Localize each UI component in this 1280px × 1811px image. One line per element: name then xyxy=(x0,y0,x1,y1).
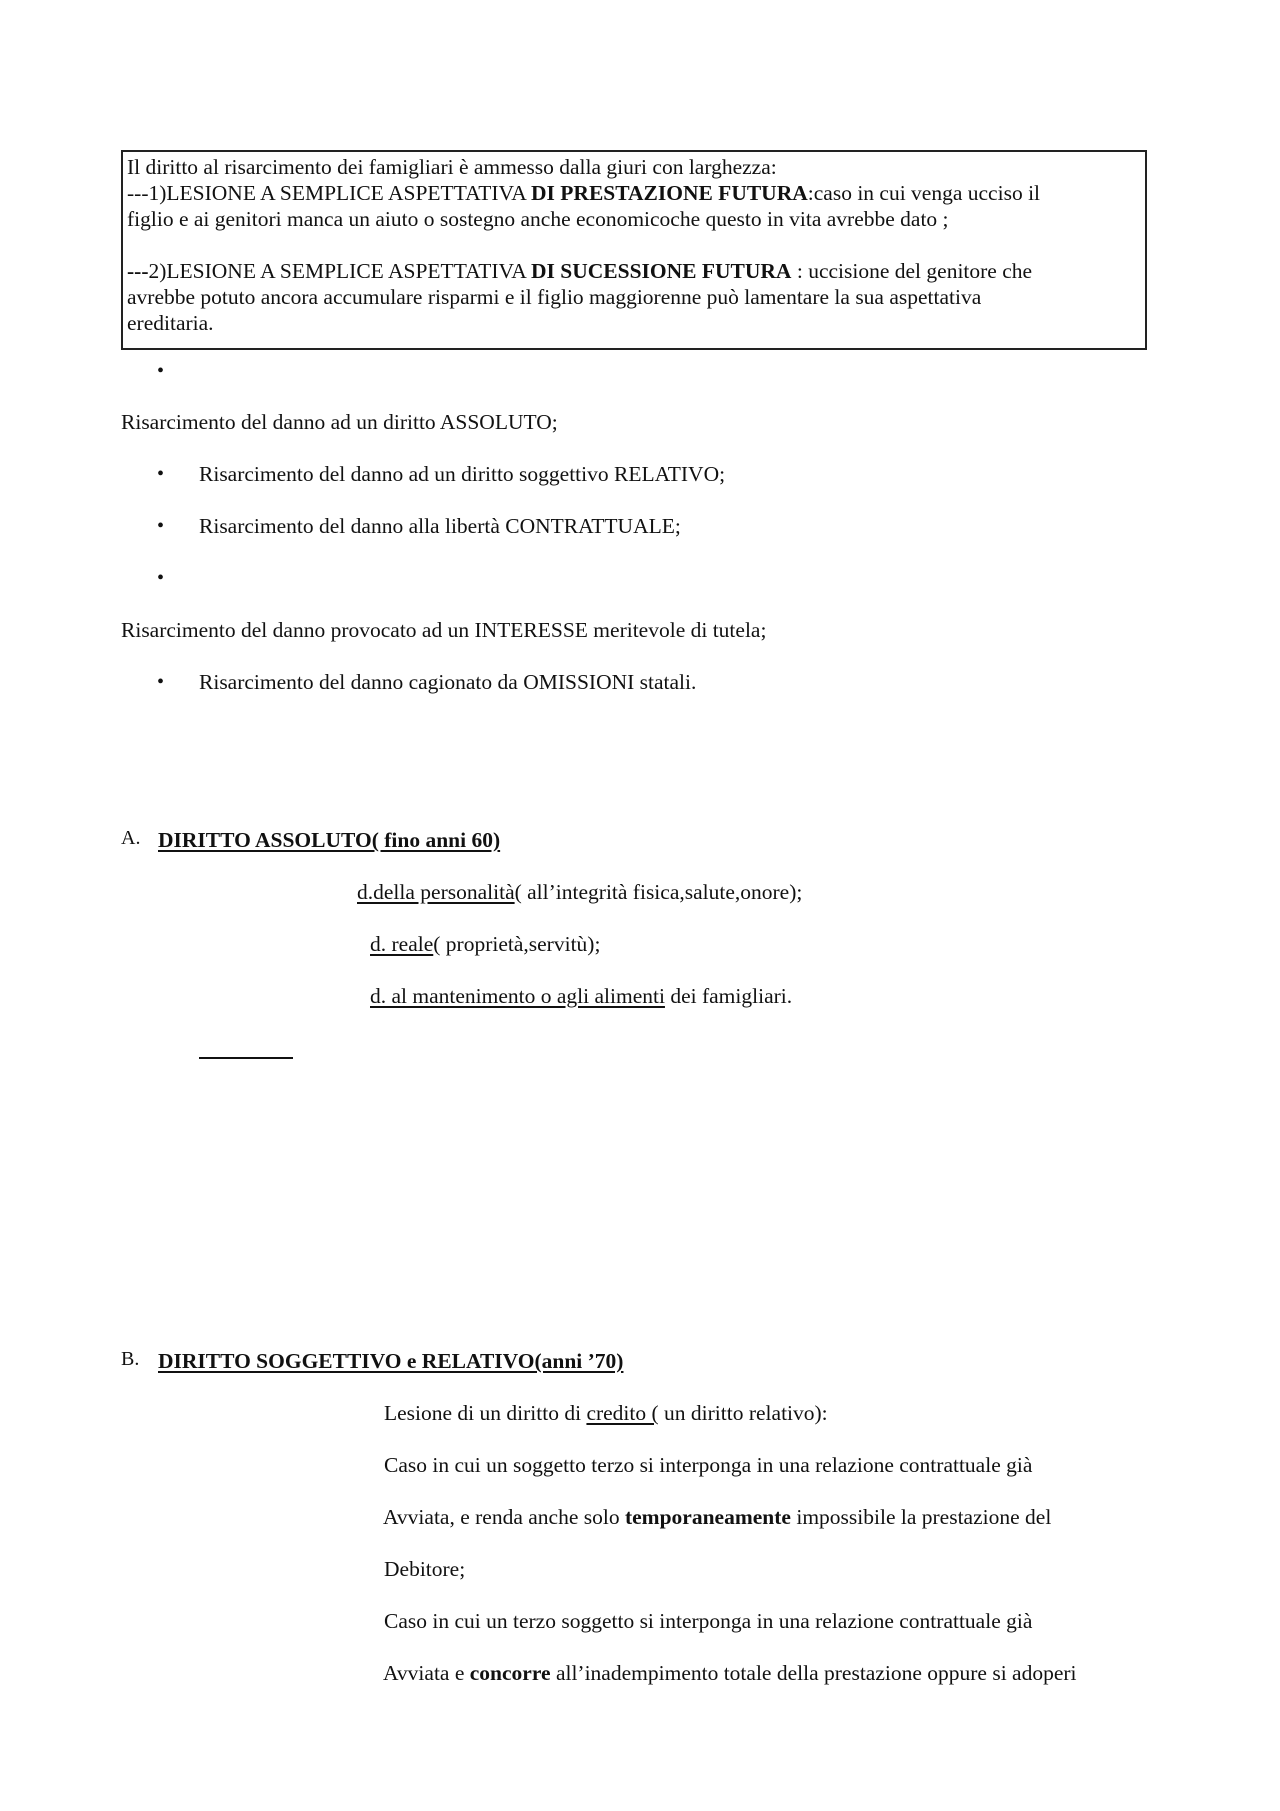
section-a-heading: DIRITTO ASSOLUTO( fino anni 60) xyxy=(158,828,501,852)
section-b-line: Avviata, e renda anche solo temporaneamente impossibile la prestazione del xyxy=(383,1505,1052,1529)
section-a-letter: A. xyxy=(121,827,141,849)
section-b-letter: B. xyxy=(121,1348,140,1370)
section-b-line: Caso in cui un soggetto terzo si interponga in una relazione contrattuale già xyxy=(384,1453,1033,1477)
list-item-relativo: Risarcimento del danno ad un diritto soggettivo RELATIVO; xyxy=(199,462,726,486)
bullet-marker: • xyxy=(157,567,165,589)
section-a-item: d.della personalità( all’integrità fisica,salute,onore); xyxy=(357,880,803,904)
list-item-interesse: Risarcimento del danno provocato ad un INTERESSE meritevole di tutela; xyxy=(121,618,767,642)
bullet-marker: • xyxy=(157,463,165,485)
list-item-assoluto: Risarcimento del danno ad un diritto ASSOLUTO; xyxy=(121,410,558,434)
bullet-marker: • xyxy=(157,671,165,693)
section-b-heading: DIRITTO SOGGETTIVO e RELATIVO(anni ’70) xyxy=(158,1349,624,1373)
bullet-marker: • xyxy=(157,515,165,537)
box-item-2-cont: ereditaria. xyxy=(127,311,214,335)
section-a-item: d. reale( proprietà,servitù); xyxy=(370,932,601,956)
box-item-1: ---1)LESIONE A SEMPLICE ASPETTATIVA DI PRESTAZIONE FUTURA:caso in cui venga ucciso il xyxy=(127,181,1041,205)
box-item-1-cont: figlio e ai genitori manca un aiuto o sostegno anche economicoche questo in vita avrebbe dato ; xyxy=(127,207,949,231)
list-item-omissioni: Risarcimento del danno cagionato da OMISSIONI statali. xyxy=(199,670,697,694)
section-b-line: Debitore; xyxy=(384,1557,466,1581)
intro-line: Il diritto al risarcimento dei famigliari è ammesso dalla giuri con larghezza: xyxy=(127,155,777,179)
list-item-contrattuale: Risarcimento del danno alla libertà CONTRATTUALE; xyxy=(199,514,681,538)
horizontal-rule xyxy=(199,1057,293,1059)
box-item-2: ---2)LESIONE A SEMPLICE ASPETTATIVA DI SUCESSIONE FUTURA : uccisione del genitore che xyxy=(127,259,1033,283)
section-a-item: d. al mantenimento o agli alimenti dei famigliari. xyxy=(370,984,793,1008)
section-b-line: Caso in cui un terzo soggetto si interponga in una relazione contrattuale già xyxy=(384,1609,1033,1633)
section-b-line: Avviata e concorre all’inadempimento totale della prestazione oppure si adoperi xyxy=(383,1661,1077,1685)
section-b-line: Lesione di un diritto di credito ( un diritto relativo): xyxy=(384,1401,828,1425)
box-item-2-cont: avrebbe potuto ancora accumulare risparmi e il figlio maggiorenne può lamentare la sua aspettativa xyxy=(127,285,982,309)
intro-box xyxy=(121,150,1147,350)
bullet-marker: • xyxy=(157,360,165,382)
